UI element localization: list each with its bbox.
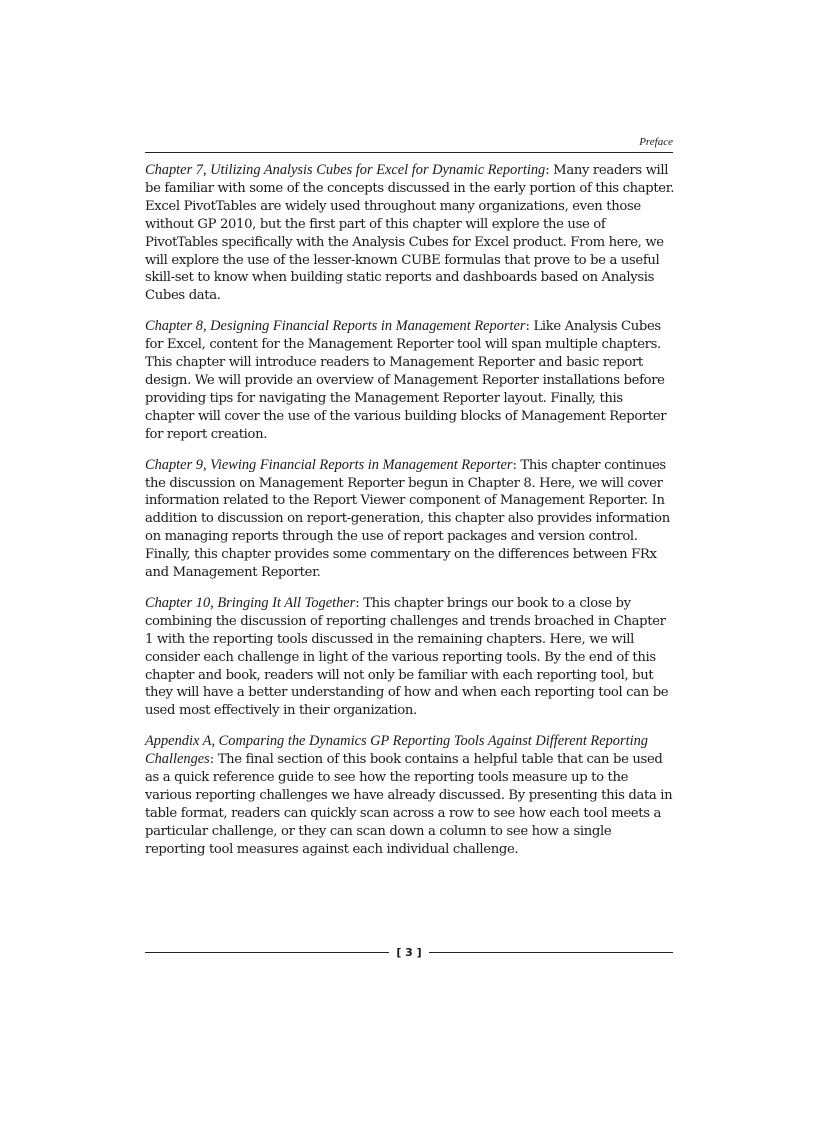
chapter-7-description: : Many readers will be familiar with some of the concepts discussed in the early portion of this chapter. Excel PivotTables are widely used throughout many organizations, even those without GP 2010, but the first part of this chapter will explore the use of PivotTables specifically with the Analysis Cubes for Excel product. From here, we will explore the use of the lesser-known CUBE formulas that prove to be a useful skill-set to know when building static reports and dashboards based on Analysis Cubes data.	[145, 163, 675, 304]
chapter-8-paragraph	[145, 318, 675, 443]
chapter-10-title: Chapter 10, Bringing It All Together	[145, 594, 356, 611]
preface-content	[145, 162, 675, 872]
appendix-a-description: : The final section of this book contains a helpful table that can be used as a quick reference guide to see how the reporting tools measure up to the various reporting challenges we have already discussed. By presenting this data in table format, readers can quickly scan across a row to see how each tool meets a particular challenge, or they can scan down a column to see how a single reporting tool measures against each individual challenge.	[145, 752, 673, 857]
chapter-9-title: Chapter 9, Viewing Financial Reports in Management Reporter	[145, 456, 513, 473]
chapter-9-paragraph	[145, 457, 675, 582]
chapter-7-paragraph	[145, 162, 675, 305]
page-number: [ 3 ]	[396, 946, 422, 959]
chapter-7-title: Chapter 7, Utilizing Analysis Cubes for Excel for Dynamic Reporting	[145, 162, 546, 178]
page-footer	[145, 945, 673, 961]
footer-rule-left	[145, 952, 389, 953]
chapter-10-paragraph	[145, 595, 675, 720]
chapter-10-description: : This chapter brings our book to a close by combining the discussion of reporting challenges and trends broached in Chapter 1 with the reporting tools discussed in the remaining chapters. Here, we will consider each challenge in light of the various reporting tools. By the end of this chapter and book, readers will not only be familiar with each reporting tool, but they will have a better understanding of how and when each reporting tool can be used most effectively in their organization.	[145, 595, 669, 719]
footer-rule-right	[429, 952, 673, 953]
appendix-a-paragraph	[145, 733, 675, 858]
chapter-8-title: Chapter 8, Designing Financial Reports in Management Reporter	[145, 318, 526, 335]
page-header	[145, 136, 673, 153]
appendix-a-title: Appendix A, Comparing the Dynamics GP Reporting Tools Against Different Reporting Challenges	[145, 733, 648, 768]
chapter-9-description: : This chapter continues the discussion on Management Reporter begun in Chapter 8. Here, we will cover information related to the Report Viewer component of Management Reporter. In addition to discussion on report-generation, this chapter also provides information on managing reports through the use of report packages and version control. Finally, this chapter provides some commentary on the differences between FRx and Management Reporter.	[145, 457, 670, 581]
running-header-title: Preface	[639, 136, 673, 148]
chapter-8-description: : Like Analysis Cubes for Excel, content for the Management Reporter tool will span multiple chapters. This chapter will introduce readers to Management Reporter and basic report design. We will provide an overview of Management Reporter installations before providing tips for navigating the Management Reporter layout. Finally, this chapter will cover the use of the various building blocks of Management Reporter for report creation.	[145, 319, 667, 442]
